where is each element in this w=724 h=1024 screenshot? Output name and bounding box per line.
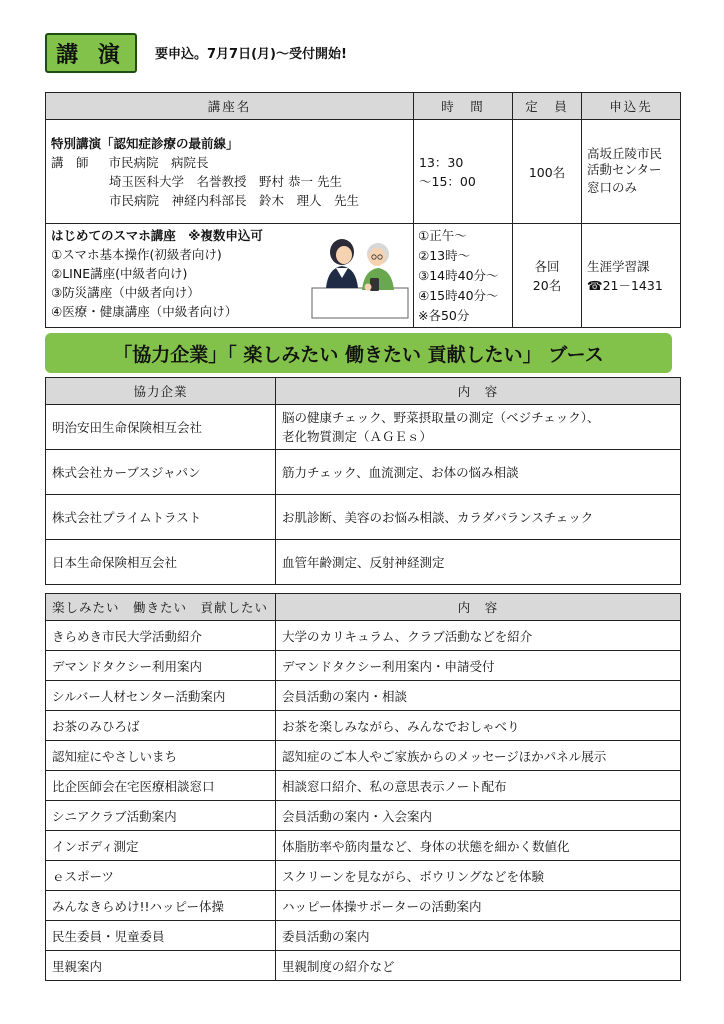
special-apply-line-3: 窓口のみ xyxy=(587,180,638,195)
booth-name: 認知症にやさしいまち xyxy=(46,741,276,771)
company-content: 血管年齢測定、反射神経測定 xyxy=(276,540,681,585)
booth-table-header xyxy=(46,594,681,621)
company-name: 明治安田生命保険相互会社 xyxy=(46,405,276,450)
company-name: 日本生命保険相互会社 xyxy=(46,540,276,585)
smartphone-time-note: ※各50分 xyxy=(418,307,470,323)
desk-shape xyxy=(312,288,408,318)
smartphone-capacity-1: 各回 xyxy=(534,258,560,274)
table-row xyxy=(46,621,681,651)
instructor-face xyxy=(336,246,352,264)
lecturer-affiliation-1: 市民病院 病院長 xyxy=(108,154,209,170)
smartphone-item-4: ④医療・健康講座（中級者向け） xyxy=(51,304,238,319)
booth-name: 民生委員・児童委員 xyxy=(46,921,276,951)
table-row xyxy=(46,651,681,681)
elder-hand xyxy=(365,284,372,291)
partner-company-table xyxy=(45,377,681,585)
booth-content: 会員活動の案内・入会案内 xyxy=(276,801,681,831)
header-booth-name: 楽しみたい 働きたい 貢献したい xyxy=(46,594,276,621)
booth-content: スクリーンを見ながら、ボウリングなどを体験 xyxy=(276,861,681,891)
header-time: 時 間 xyxy=(414,93,513,120)
lecturer-affiliation-3: 市民病院 神経内科部長 鈴木 理人 先生 xyxy=(109,192,360,208)
registration-notice: 要申込。7月7日(月)～受付開始! xyxy=(155,47,347,62)
booth-name: お茶のみひろば xyxy=(46,711,276,741)
booth-section-banner: 「協力企業」「 楽しみたい 働きたい 貢献したい」 ブース xyxy=(45,333,672,373)
header-partner-company: 協力企業 xyxy=(46,378,276,405)
special-time-end: ～15：00 xyxy=(419,173,476,189)
header-course-name: 講座名 xyxy=(46,93,414,120)
special-time-cell xyxy=(414,120,513,224)
company-content-line: 老化物質測定（ＡＧＥｓ） xyxy=(282,429,433,444)
special-time-start: 13：30 xyxy=(419,154,464,170)
company-content: 筋力チェック、血流測定、お体の悩み相談 xyxy=(276,450,681,495)
smartphone-item-3: ③防災講座（中級者向け） xyxy=(51,285,200,300)
table-row xyxy=(46,861,681,891)
smartphone-apply-cell xyxy=(582,224,681,328)
table-row xyxy=(46,681,681,711)
booth-name: みんなきらめけ!!ハッピー体操 xyxy=(46,891,276,921)
header-apply-to: 申込先 xyxy=(582,93,681,120)
smartphone-lesson-illustration xyxy=(310,232,410,320)
special-lecture-row xyxy=(46,120,681,224)
booth-name: シニアクラブ活動案内 xyxy=(46,801,276,831)
elder-face xyxy=(369,248,386,266)
booth-name: シルバー人材センター活動案内 xyxy=(46,681,276,711)
company-name: 株式会社プライムトラスト xyxy=(46,495,276,540)
company-content: お肌診断、美容のお悩み相談、カラダバランスチェック xyxy=(276,495,681,540)
smartphone-apply-2: ☎21－1431 xyxy=(587,277,663,293)
booth-name: 比企医師会在宅医療相談窓口 xyxy=(46,771,276,801)
table-row xyxy=(46,450,681,495)
partner-table-header xyxy=(46,378,681,405)
smartphone-time-3: ③14時40分～ xyxy=(418,267,499,283)
table-row xyxy=(46,711,681,741)
company-name: 株式会社カーブスジャパン xyxy=(46,450,276,495)
table-row xyxy=(46,951,681,981)
smartphone-time-cell xyxy=(414,224,513,328)
special-lecture-title: 特別講演「認知症診療の最前線」 xyxy=(51,135,239,151)
header-booth-content: 内 容 xyxy=(276,594,681,621)
booth-content: 大学のカリキュラム、クラブ活動などを紹介 xyxy=(276,621,681,651)
table-row xyxy=(46,831,681,861)
booth-content: 会員活動の案内・相談 xyxy=(276,681,681,711)
company-content-line: 脳の健康チェック、野菜摂取量の測定（ベジチェック）、 xyxy=(282,410,600,425)
smartphone-time-4: ④15時40分～ xyxy=(418,287,499,303)
smartphone-apply-1: 生涯学習課 xyxy=(587,258,650,274)
booth-content: 里親制度の紹介など xyxy=(276,951,681,981)
booth-name: ｅスポーツ xyxy=(46,861,276,891)
lecturer-line-1 xyxy=(51,153,408,172)
table-row xyxy=(46,921,681,951)
booth-content: 体脂肪率や筋肉量など、身体の状態を細かく数値化 xyxy=(276,831,681,861)
smartphone-time-1: ①正午～ xyxy=(418,227,467,243)
smartphone-item-2: ②LINE講座(中級者向け) xyxy=(51,266,188,281)
special-apply-cell xyxy=(582,120,681,224)
phone-shape xyxy=(370,278,379,291)
smartphone-capacity-2: 20名 xyxy=(532,277,562,293)
lecturer-label: 講 師 xyxy=(51,154,89,170)
lecture-table-header xyxy=(46,93,681,120)
table-row xyxy=(46,405,681,450)
table-row xyxy=(46,801,681,831)
table-row xyxy=(46,495,681,540)
header-capacity: 定 員 xyxy=(513,93,582,120)
table-row xyxy=(46,741,681,771)
special-apply-line-1: 高坂丘陵市民 xyxy=(587,146,663,161)
booth-content: 認知症のご本人やご家族からのメッセージほかパネル展示 xyxy=(276,741,681,771)
smartphone-capacity-cell xyxy=(513,224,582,328)
booth-name: きらめき市民大学活動紹介 xyxy=(46,621,276,651)
booth-name: デマンドタクシー利用案内 xyxy=(46,651,276,681)
lecture-section-badge: 講 演 xyxy=(45,33,137,73)
special-apply-line-2: 活動センター xyxy=(587,162,662,177)
table-row xyxy=(46,891,681,921)
booth-content: 委員活動の案内 xyxy=(276,921,681,951)
special-lecture-cell xyxy=(46,120,414,224)
header-partner-content: 内 容 xyxy=(276,378,681,405)
booth-name: 里親案内 xyxy=(46,951,276,981)
booth-content: デマンドタクシー利用案内・申請受付 xyxy=(276,651,681,681)
smartphone-lecture-title: はじめてのスマホ講座 ※複数申込可 xyxy=(51,228,263,243)
special-capacity: 100名 xyxy=(513,120,582,224)
booth-table xyxy=(45,593,681,981)
booth-content: 相談窓口紹介、私の意思表示ノート配布 xyxy=(276,771,681,801)
booth-content: お茶を楽しみながら、みんなでおしゃべり xyxy=(276,711,681,741)
booth-content: ハッピー体操サポーターの活動案内 xyxy=(276,891,681,921)
smartphone-item-1: ①スマホ基本操作(初級者向け) xyxy=(51,247,222,262)
table-row xyxy=(46,771,681,801)
booth-name: インボディ測定 xyxy=(46,831,276,861)
table-row xyxy=(46,540,681,585)
lecturer-affiliation-2: 埼玉医科大学 名誉教授 野村 恭一 先生 xyxy=(109,173,342,189)
company-content xyxy=(276,405,681,450)
smartphone-time-2: ②13時～ xyxy=(418,247,471,263)
